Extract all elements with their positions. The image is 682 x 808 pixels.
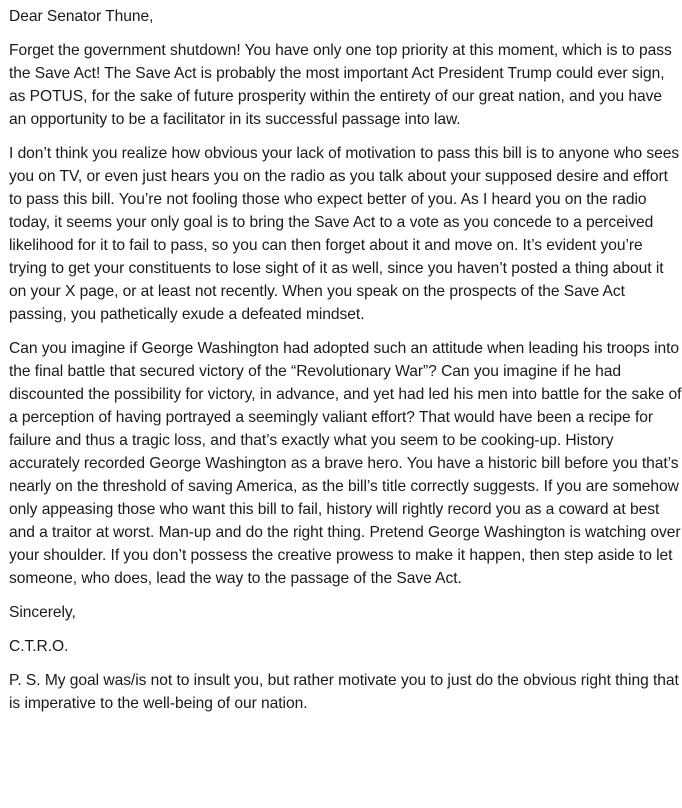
letter-closing: Sincerely, <box>9 604 76 621</box>
letter-signature: C.T.R.O. <box>9 638 69 655</box>
letter-salutation: Dear Senator Thune, <box>9 8 154 25</box>
letter-paragraph-1: Forget the government shutdown! You have only one top priority at this moment, which is to pass the Save Act! The Save Act is probably the most important Act President Trump could ever sign, as POTUS, for the sake of future prosperity within the entirety of our great nation, and you have an opportunity to be a facilitator in its successful passage into law. <box>9 42 672 128</box>
letter-postscript: P. S. My goal was/is not to insult you, but rather motivate you to just do the obvious right thing that is imperative to the well-being of our nation. <box>9 672 679 712</box>
letter-paragraph-2: I don’t think you realize how obvious your lack of motivation to pass this bill is to anyone who sees you on TV, or even just hears you on the radio as you talk about your supposed desire and effort to pass this bill. You’re not fooling those who expect better of you. As I heard you on the radio today, it seems your only goal is to bring the Save Act to a vote as you concede to a perceived likelihood for it to fail to pass, so you can then forget about it and move on. It’s evident you’re trying to get your constituents to lose sight of it as well, since you haven’t posted a thing about it on your X page, or at least not recently. When you speak on the prospects of the Save Act passing, you pathetically exude a defeated mindset. <box>9 145 680 323</box>
letter-paragraph-3: Can you imagine if George Washington had adopted such an attitude when leading his troops into the final battle that secured victory of the “Revolutionary War”? Can you imagine if he had discounted the possibility for victory, in advance, and yet had led his men into battle for the sake of a perception of having portrayed a seemingly valiant effort? That would have been a recipe for failure and thus a tragic loss, and that’s exactly what you seem to be cooking-up. History accurately recorded George Washington as a brave hero. You have a historic bill before you that’s nearly on the threshold of saving America, as the bill’s title correctly suggests. If you are somehow only appeasing those who want this bill to fail, history will rightly record you as a coward at best and a traitor at worst. Man-up and do the right thing. Pretend George Washington is watching over your shoulder. If you don’t possess the creative prowess to make it happen, then step aside to let someone, who does, lead the way to the passage of the Save Act. <box>9 340 682 587</box>
